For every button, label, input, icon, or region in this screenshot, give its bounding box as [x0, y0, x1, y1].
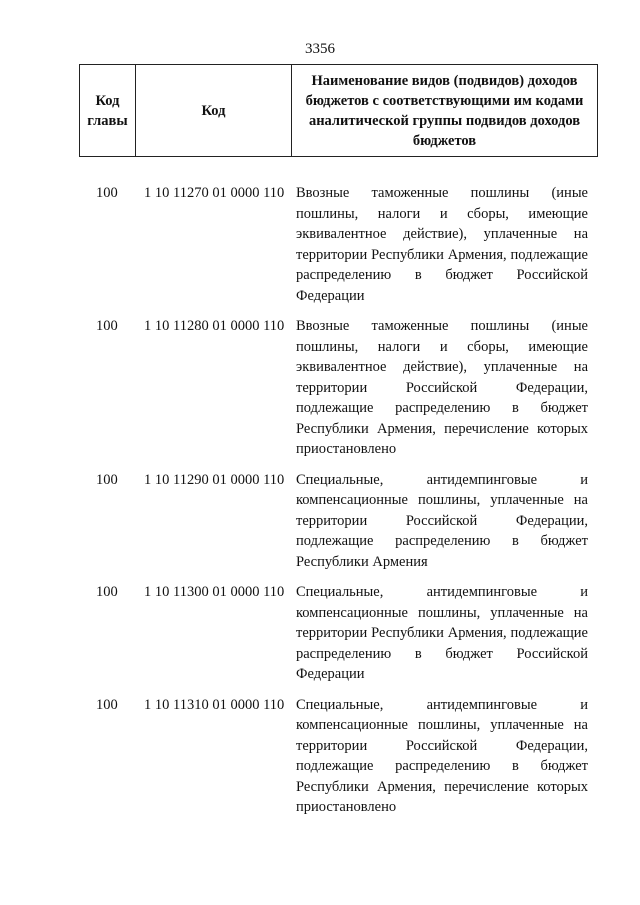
table-row	[0, 183, 640, 306]
budget-code: 1 10 11290 01 0000 110	[144, 471, 285, 488]
income-description: Ввозные таможенные пошлины (иные пошлины, налоги и сборы, имеющие эквивалентное действие), уплаченные на территории Российской Федерации, подлежащие распределению в бюджет Республики Армения, перечисление которых приостановлено	[296, 318, 588, 457]
chapter-code: 100	[96, 584, 118, 600]
budget-code: 1 10 11310 01 0000 110	[144, 696, 285, 713]
income-description: Специальные, антидемпинговые и компенсационные пошлины, уплаченные на территории Республики Армения, подлежащие распределению в бюджет Российской Федерации	[296, 584, 588, 682]
table-row	[0, 316, 640, 460]
entries-list	[0, 183, 640, 828]
table-header	[79, 64, 598, 157]
budget-code: 1 10 11300 01 0000 110	[144, 584, 285, 600]
table-row	[0, 582, 640, 685]
header-code: Код	[136, 65, 292, 157]
chapter-code: 100	[96, 471, 118, 488]
budget-code: 1 10 11280 01 0000 110	[144, 318, 285, 334]
income-description: Специальные, антидемпинговые и компенсационные пошлины, уплаченные на территории Российской Федерации, подлежащие распределению в бюджет Республики Армения, перечисление которых приостановлено	[296, 696, 588, 815]
income-description: Специальные, антидемпинговые и компенсационные пошлины, уплаченные на территории Российской Федерации, подлежащие распределению в бюджет Республики Армения	[296, 471, 588, 570]
income-description: Ввозные таможенные пошлины (иные пошлины, налоги и сборы, имеющие эквивалентное действие), уплаченные на территории Республики Армения, подлежащие распределению в бюджет Российской Федерации	[296, 185, 588, 304]
budget-code: 1 10 11270 01 0000 110	[144, 185, 285, 201]
table-row	[0, 695, 640, 818]
header-chapter-code: Код главы	[80, 65, 136, 157]
header-name: Наименование видов (подвидов) доходов бюджетов с соответствующими им кодами аналитической группы подвидов доходов бюджетов	[292, 65, 598, 157]
page-number: 3356	[305, 41, 335, 57]
chapter-code: 100	[96, 696, 118, 713]
table-row	[0, 470, 640, 573]
chapter-code: 100	[96, 318, 118, 334]
chapter-code: 100	[96, 185, 118, 201]
